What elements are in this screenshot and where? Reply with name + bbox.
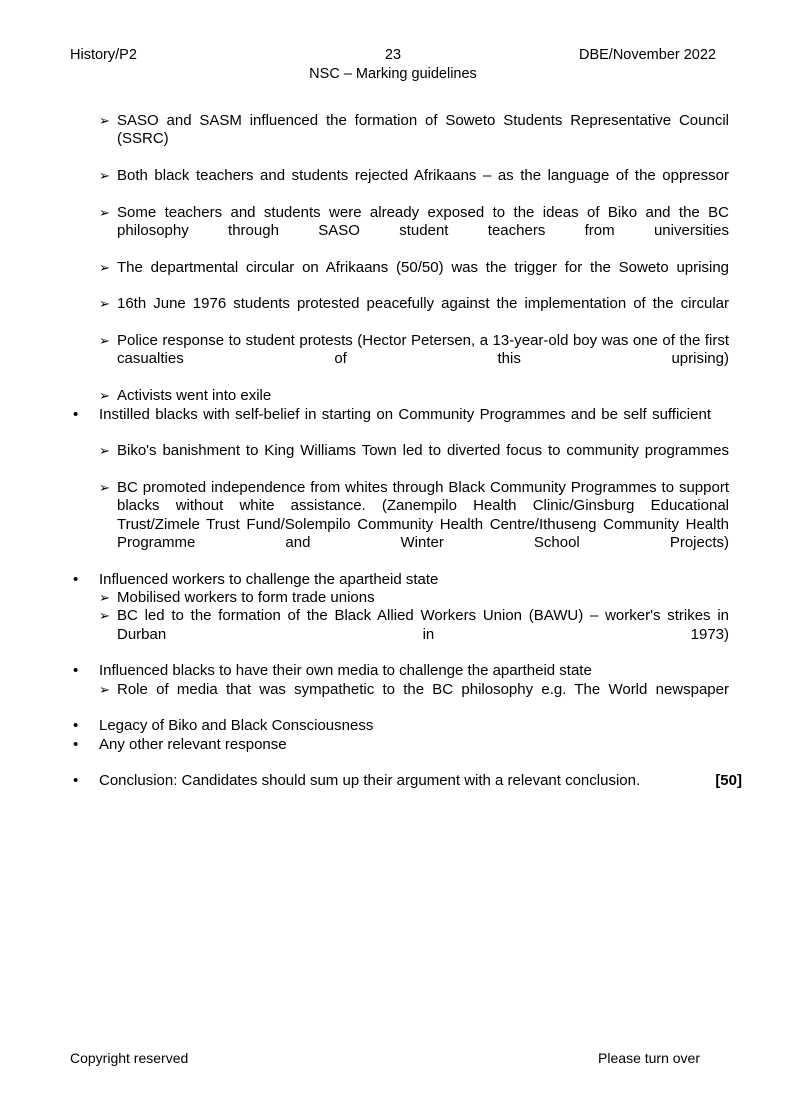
bullet-text: Legacy of Biko and Black Consciousness	[99, 717, 374, 735]
disc-bullet-icon: •	[73, 662, 79, 680]
bullet-item-level2	[70, 607, 729, 662]
bullet-item-level1	[70, 717, 711, 735]
bullet-item-level2	[70, 295, 729, 332]
conclusion-text: Conclusion: Candidates should sum up their argument with a relevant conclusion.	[99, 772, 641, 790]
bullet-text: Some teachers and students were already exposed to the ideas of Biko and the BC philosophy through SASO student teachers from universities	[117, 203, 729, 240]
bullet-text: Activists went into exile	[117, 387, 272, 405]
arrow-bullet-icon: ➢	[99, 259, 110, 275]
disc-bullet-icon: •	[73, 735, 79, 753]
page-header	[70, 46, 716, 92]
footer-turn-over: Please turn over	[598, 1050, 700, 1066]
bullet-item-level2	[70, 204, 729, 259]
bullet-text: 16th June 1976 students protested peacefully against the implementation of the circular	[117, 295, 729, 313]
arrow-bullet-icon: ➢	[99, 589, 110, 605]
bullet-text: Both black teachers and students rejected Afrikaans – as the language of the oppressor	[117, 167, 729, 185]
disc-bullet-icon: •	[73, 405, 79, 423]
bullet-text: Instilled blacks with self-belief in starting on Community Programmes and be self sufficient	[99, 405, 711, 423]
paragraph-spacer	[70, 754, 742, 772]
bullet-item-level1	[70, 571, 711, 589]
bullet-text: The departmental circular on Afrikaans (50/50) was the trigger for the Soweto uprising	[117, 258, 729, 276]
arrow-bullet-icon: ➢	[99, 479, 110, 495]
bullet-item-level2	[70, 681, 729, 718]
bullet-text: BC promoted independence from whites through Black Community Programmes to support blacks without white assistance. (Zanempilo Health Clinic/Ginsburg Educational Trust/Zimele Trust Fund/Solempilo Community Health Centre/Ithuseng Community Health Programme and Winter School Projects)	[117, 478, 729, 551]
arrow-bullet-icon: ➢	[99, 443, 110, 459]
arrow-bullet-icon: ➢	[99, 608, 110, 624]
bullet-item-level2	[70, 167, 729, 204]
bullet-item-level2	[70, 332, 729, 387]
header-page-number: 23	[384, 47, 402, 63]
footer-copyright: Copyright reserved	[70, 1050, 189, 1066]
arrow-bullet-icon: ➢	[99, 204, 110, 220]
bullet-item-level2	[70, 112, 729, 167]
disc-bullet-icon: •	[73, 717, 79, 735]
conclusion-block	[70, 772, 742, 790]
header-subject: History/P2	[70, 47, 137, 63]
bullet-text: Police response to student protests (Hector Petersen, a 13-year-old boy was one of the first casualties of this uprising)	[117, 332, 729, 368]
disc-bullet-icon: •	[73, 570, 79, 588]
header-subtitle: NSC – Marking guidelines	[309, 66, 477, 82]
disc-bullet-icon: •	[73, 772, 79, 790]
marks-allocation: [50]	[715, 772, 742, 790]
bullet-item-level2	[70, 259, 729, 296]
bullet-item-level2	[70, 442, 729, 479]
conclusion-line	[70, 772, 711, 790]
header-exam-session: DBE/November 2022	[578, 47, 716, 63]
bullet-text: Influenced blacks to have their own media to challenge the apartheid state	[99, 662, 592, 680]
bullet-item-level2	[70, 589, 729, 607]
bullet-item-level2	[70, 479, 729, 571]
arrow-bullet-icon: ➢	[99, 333, 110, 349]
bullet-list	[70, 112, 742, 754]
arrow-bullet-icon: ➢	[99, 113, 110, 128]
bullet-item-level1	[70, 662, 711, 680]
arrow-bullet-icon: ➢	[99, 168, 110, 184]
bullet-text: Mobilised workers to form trade unions	[117, 588, 375, 606]
page-footer	[70, 1048, 700, 1068]
bullet-text: Any other relevant response	[99, 735, 287, 753]
arrow-bullet-icon: ➢	[99, 681, 110, 697]
bullet-text: SASO and SASM influenced the formation of Soweto Students Representative Council (SSRC)	[117, 112, 729, 148]
arrow-bullet-icon: ➢	[99, 388, 110, 404]
bullet-item-level1	[70, 406, 711, 443]
marking-guideline-body	[70, 112, 742, 791]
bullet-text: Role of media that was sympathetic to the BC philosophy e.g. The World newspaper	[117, 680, 729, 698]
bullet-text: Biko's banishment to King Williams Town led to diverted focus to community programmes	[117, 442, 729, 460]
bullet-item-level1	[70, 736, 711, 754]
bullet-item-level2	[70, 387, 729, 405]
header-row	[70, 46, 716, 65]
bullet-text: BC led to the formation of the Black Allied Workers Union (BAWU) – worker's strikes in Durban in 1973)	[117, 607, 729, 643]
bullet-text: Influenced workers to challenge the apartheid state	[99, 570, 439, 588]
arrow-bullet-icon: ➢	[99, 296, 110, 312]
